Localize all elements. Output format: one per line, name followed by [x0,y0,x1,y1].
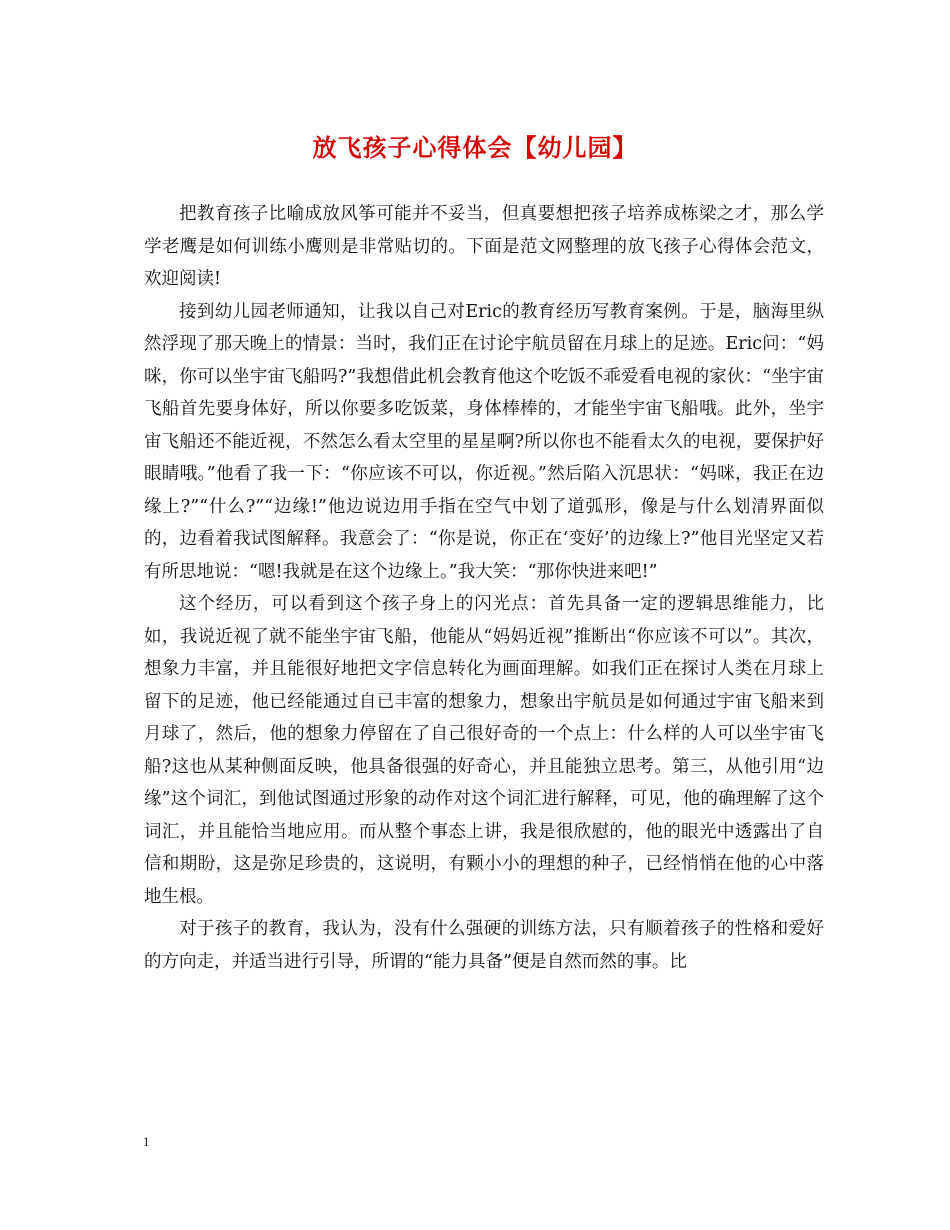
article-body [144,198,824,978]
paragraph-analysis: 这个经历，可以看到这个孩子身上的闪光点：首先具备一定的逻辑思维能力，比如，我说近视了就不能坐宇宙飞船，他能从“妈妈近视”推断出“你应该不可以”。其次，想象力丰富，并且能很好地把文字信息转化为画面理解。如我们正在探讨人类在月球上留下的足迹，他已经能通过自已丰富的想象力，想象出宇航员是如何通过宇宙飞船来到月球了，然后，他的想象力停留在了自己很好奇的一个点上：什么样的人可以坐宇宙飞船?这也从某种侧面反映，他具备很强的好奇心，并且能独立思考。第三，从他引用“边缘”这个词汇，到他试图通过形象的动作对这个词汇进行解释，可见，他的确理解了这个词汇，并且能恰当地应用。而从整个事态上讲，我是很欣慰的，他的眼光中透露出了自信和期盼，这是弥足珍贵的，这说明，有颗小小的理想的种子，已经悄悄在他的心中落地生根。 [144,594,824,907]
page-title: 放飞孩子心得体会【幼儿园】 [312,133,638,162]
paragraph-intro: 把教育孩子比喻成放风筝可能并不妥当，但真要想把孩子培养成栋梁之才，那么学学老鹰是如何训练小鹰则是非常贴切的。下面是范文网整理的放飞孩子心得体会范文，欢迎阅读! [144,204,824,289]
paragraph-conclusion: 对于孩子的教育，我认为，没有什么强硬的训练方法，只有顺着孩子的性格和爱好的方向走，并适当进行引导，所谓的“能力具备”便是自然而然的事。比 [144,919,824,972]
paragraph-story: 接到幼儿园老师通知，让我以自己对Eric的教育经历写教育案例。于是，脑海里纵然浮现了那天晚上的情景：当时，我们正在讨论宇航员留在月球上的足迹。Eric问：“妈咪，你可以坐宇宙飞船吗?”我想借此机会教育他这个吃饭不乖爱看电视的家伙：“坐宇宙飞船首先要身体好，所以你要多吃饭菜，身体棒棒的，才能坐宇宙飞船哦。此外，坐宇宙飞船还不能近视，不然怎么看太空里的星星啊?所以你也不能看太久的电视，要保护好眼睛哦。”他看了我一下：“你应该不可以，你近视。”然后陷入沉思状：“妈咪，我正在边缘上?”“什么?”“边缘!”他边说边用手指在空气中划了道弧形，像是与什么划清界面似的，边看着我试图解释。我意会了：“你是说，你正在‘变好’的边缘上?”他目光坚定又若有所思地说：“嗯!我就是在这个边缘上。”我大笑：“那你快进来吧!” [144,301,824,582]
page-number: 1 [143,1134,150,1149]
